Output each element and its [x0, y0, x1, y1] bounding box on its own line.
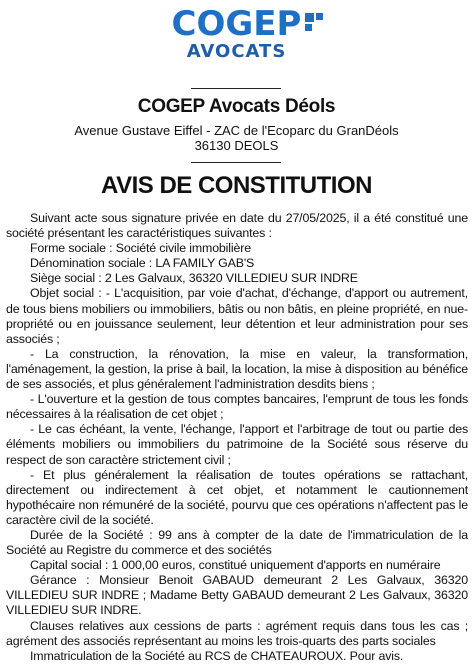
paragraph-objet-construction: - La construction, la rénovation, la mise en valeur, la transformation, l'aménagement, la gestion, la prise à bail, la location, la mise à disposition au bénéfice de ses associés, et plus généralement l'administration desdits biens ;	[6, 346, 468, 392]
firm-address-line1: Avenue Gustave Eiffel - ZAC de l'Ecoparc du GranDéols	[74, 123, 399, 138]
paragraph-forme: Forme sociale : Société civile immobilière	[30, 241, 251, 256]
paragraph-duree: Durée de la Société : 99 ans à compter de la date de l'immatriculation de la Société au Registre du commerce et des sociétés	[6, 527, 468, 558]
logo-square-icon	[305, 13, 314, 22]
logo-wordmark: COGEP	[171, 4, 302, 44]
paragraph-denomination: Dénomination sociale : LA FAMILY GAB'S	[30, 256, 255, 271]
paragraph-capital: Capital social : 1 000,00 euros, constitué uniquement d'apports en numéraire	[30, 558, 441, 573]
divider-top	[191, 88, 281, 89]
paragraph-siege: Siège social : 2 Les Galvaux, 36320 VILLEDIEU SUR INDRE	[30, 271, 358, 286]
paragraph-objet: Objet social : - L'acquisition, par voie d'achat, d'échange, d'apport ou autrement, de tous biens mobiliers ou immobiliers, bâtis ou non bâtis, en pleine propriété, en nue-propriété ou en jouissance seulement, leur détention et leur administration pour ses associés ;	[6, 286, 468, 346]
logo-square-icon	[316, 13, 323, 20]
notice-body	[6, 211, 468, 664]
paragraph-intro: Suivant acte sous signature privée en date du 27/05/2025, il a été constitué une société présentant les caractéristiques suivantes :	[6, 211, 468, 241]
divider-bottom	[191, 162, 281, 163]
notice-title: AVIS DE CONSTITUTION	[101, 172, 372, 199]
firm-name: COGEP Avocats Déols	[137, 96, 336, 117]
paragraph-objet-general: - Et plus généralement la réalisation de toutes opérations se rattachant, directement ou indirectement à cet objet, et notamment le cautionnement hypothécaire non rémunéré de la société, pourvu que ces opérations n'affectent pas le caractère civil de la société.	[6, 467, 468, 527]
paragraph-immatriculation: Immatriculation de la Société au RCS de CHATEAUROUX. Pour avis.	[30, 648, 404, 663]
paragraph-gerance: Gérance : Monsieur Benoit GABAUD demeurant 2 Les Galvaux, 36320 VILLEDIEU SUR INDRE ; Madame Betty GABAUD demeurant 2 Les Galvaux, 36320 VILLEDIEU SUR INDRE.	[6, 573, 468, 618]
paragraph-clauses: Clauses relatives aux cessions de parts : agrément requis dans tous les cas ; agrément des associés représentant au moins les trois-quarts des parts sociales	[6, 618, 468, 648]
logo-subtitle: AVOCATS	[186, 41, 287, 62]
cogep-logo	[0, 6, 473, 64]
paragraph-objet-comptes: - L'ouverture et la gestion de tous comptes bancaires, l'emprunt de tous les fonds nécessaires à la réalisation de cet objet ;	[6, 392, 468, 422]
logo-square-icon	[305, 24, 312, 31]
paragraph-objet-vente: - Le cas échéant, la vente, l'échange, l'apport et l'arbitrage de tout ou partie des éléments mobiliers ou immobiliers du patrimoine de la Société sous réserve du respect de son caractère strictement civil ;	[6, 422, 468, 467]
firm-address-line2: 36130 DEOLS	[194, 138, 279, 153]
